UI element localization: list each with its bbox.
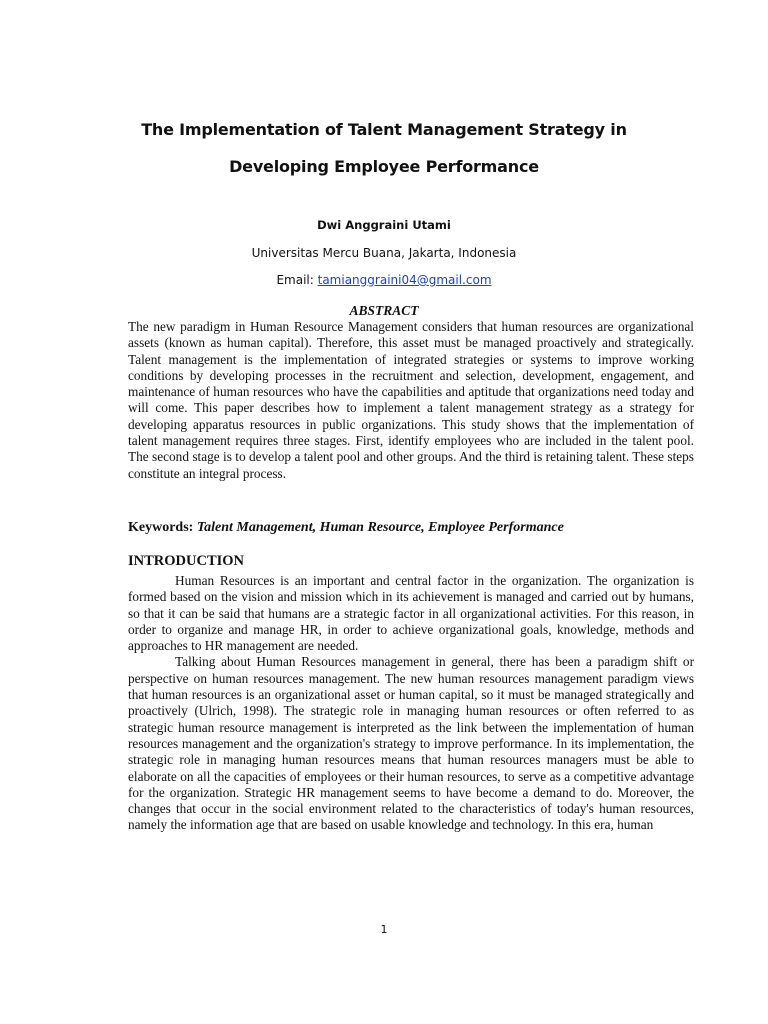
abstract-text: The new paradigm in Human Resource Management considers that human resources are organizational assets (known as human capital). Therefore, this asset must be managed proactively and strategically. Talent management is the implementation of integrated strategies or systems to improve working conditions by developing processes in the recruitment and selection, development, engagement, and maintenance of human resources who have the capabilities and aptitude that organizations need today and will come. This paper describes how to implement a talent management strategy as a strategy for developing apparatus resources in public organizations. This study shows that the implementation of talent management requires three stages. First, identify employees who are included in the talent pool. The second stage is to develop a talent pool and other groups. And the third is retaining talent. These steps constitute an integral process. bbox=[128, 319, 694, 481]
page-number: 1 bbox=[380, 923, 388, 936]
abstract-heading: ABSTRACT bbox=[349, 303, 419, 318]
paper-title-line-2: Developing Employee Performance bbox=[229, 157, 539, 176]
author-affiliation: Universitas Mercu Buana, Jakarta, Indonesia bbox=[251, 246, 517, 260]
keywords-value: Talent Management, Human Resource, Employee Performance bbox=[196, 520, 564, 535]
email-label: Email: bbox=[276, 273, 318, 287]
keywords-label: Keywords: bbox=[128, 520, 194, 535]
introduction-paragraph-1: Human Resources is an important and central factor in the organization. The organization is formed based on the vision and mission which in its achievement is managed and carried out by humans, so that it can be said that humans are a strategic factor in all organizational activities. For this reason, in order to organize and manage HR, in order to achieve organizational goals, knowledge, methods and approaches to HR management are needed. bbox=[128, 573, 694, 654]
introduction-body bbox=[128, 573, 694, 834]
introduction-heading: INTRODUCTION bbox=[128, 553, 245, 569]
introduction-paragraph-2: Talking about Human Resources management in general, there has been a paradigm shift or perspective on human resources management. The new human resources management paradigm views that human resources is an organizational asset or human capital, so it must be managed strategically and proactively (Ulrich, 1998). The strategic role in managing human resources or often referred to as strategic human resource management is interpreted as the link between the implementation of human resources management and the organization's strategy to improve performance. In its implementation, the strategic role in managing human resources means that human resources managers must be able to elaborate on all the capacities of employees or their human resources, to serve as a competitive advantage for the organization. Strategic HR management seems to have become a demand to do. Moreover, the changes that occur in the social environment related to the characteristics of today's human resources, namely the information age that are based on usable knowledge and technology. In this era, human bbox=[128, 654, 694, 833]
email-link[interactable]: tamianggraini04@gmail.com bbox=[317, 273, 492, 287]
keywords-line bbox=[128, 520, 694, 536]
author-name: Dwi Anggraini Utami bbox=[317, 218, 451, 232]
author-email-line bbox=[80, 273, 688, 287]
paper-title-line-1: The Implementation of Talent Management Strategy in bbox=[141, 120, 627, 139]
